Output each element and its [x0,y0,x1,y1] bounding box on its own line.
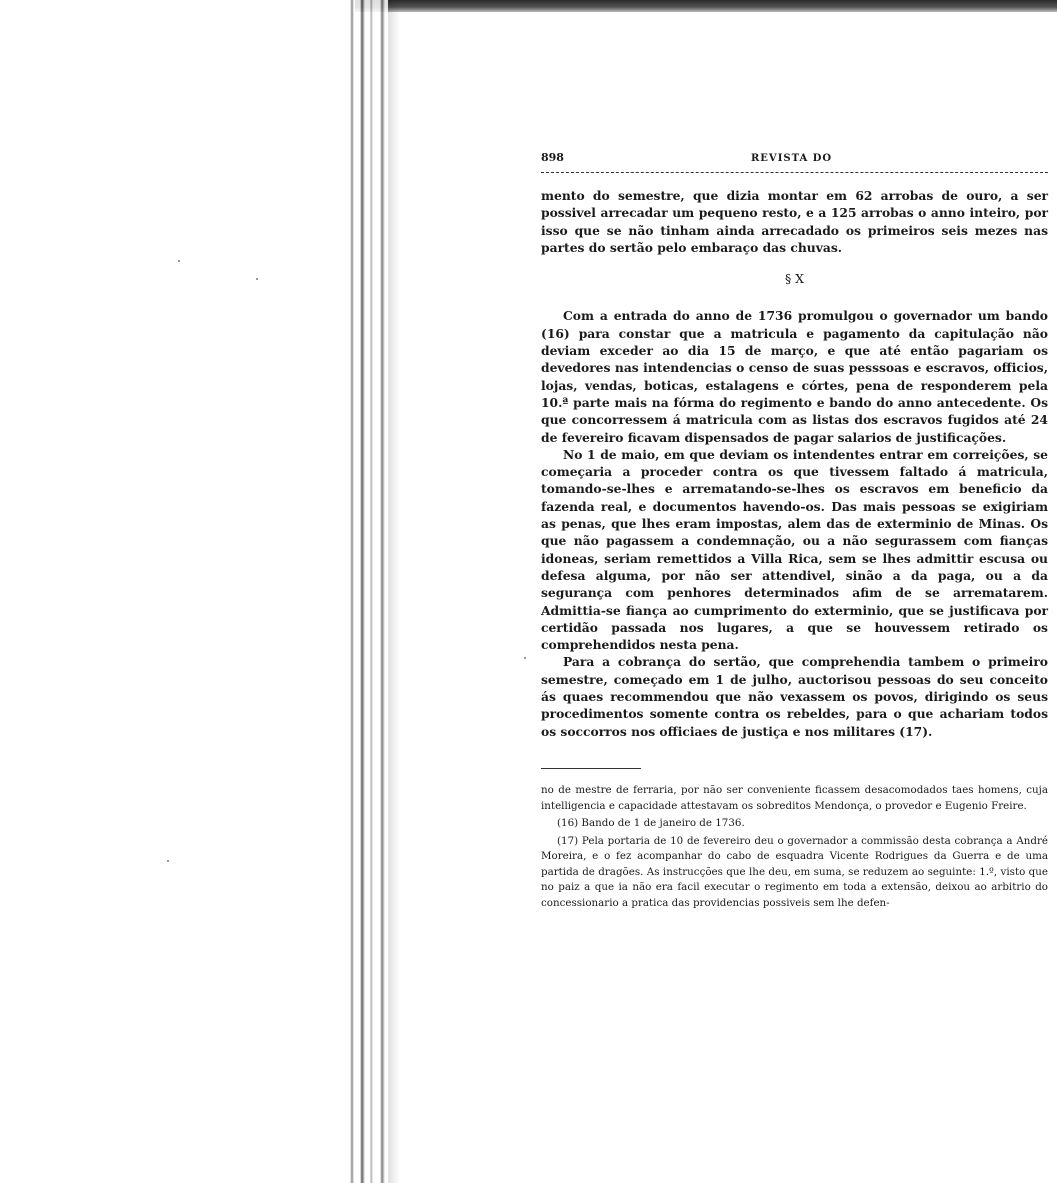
paragraph: No 1 de maio, em que deviam os intendentes entrar em correições, se começaria a proceder contra os que tivessem faltado á matricula, tomando-se-lhes e arrematando-se-lhes os escravos em beneficio da fazenda real, e documentos havendo-os. Das mais pessoas se exigiriam as penas, que lhes eram impostas, alem das de exterminio de Minas. Os que não pagassem a condemnação, ou a não segurassem com fianças idoneas, seriam remettidos a Villa Rica, sem se lhes admittir escusa ou defesa alguma, por não ser attendivel, sinão a da paga, ou a da segurança com penhores determinados afim de se arrematarem. Admittia-se fiança ao cumprimento do exterminio, que se justificava por certidão passada nos lugares, a que se houvessem retirado os comprehendidos nesta pena. [541,446,1048,653]
gutter-shadow [388,0,400,1183]
scan-speck [178,260,180,262]
page-header [541,150,1048,173]
paragraph: Com a entrada do anno de 1736 promulgou o governador um bando (16) para constar que a matricula e pagamento da capitulação não deviam exceder ao dia 15 de março, e que até então pagariam os devedores nas intendencias o censo de suas pesssoas e escravos, officios, lojas, vendas, boticas, estalagens e córtes, pena de responderem pela 10.ª parte mais na fórma do regimento e bando do anno antecedente. Os que concorressem á matricula com as listas dos escravos fugidos até 24 de fevereiro ficavam dispensados de pagar salarios de justificações. [541,308,1048,445]
footnote: (16) Bando de 1 de janeiro de 1736. [557,817,745,830]
section-heading: § X [784,271,805,287]
book-spine [350,0,388,1183]
body-text [541,187,1048,740]
book-page [541,150,1048,914]
page-top-edge [355,0,1057,12]
scan-speck [167,860,169,862]
scan-speck [256,278,258,280]
footnote-divider [541,768,641,769]
scan-speck [524,657,526,659]
footnote-continuation: no de mestre de ferraria, por não ser conveniente ficassem desacomodados taes homens, cuja intelligencia e capacidade attestavam os sobreditos Mendonça, o provedor e Eugenio Freire. [541,783,1048,812]
paragraph: Para a cobrança do sertão, que comprehendia tambem o primeiro semestre, começado em 1 de julho, auctorisou pessoas do seu conceito ás quaes recommendou que não vexassem os povos, dirigindo os seus procedimentos somente contra os rebeldes, para o que achariam todos os soccorros nos officiaes de justiça e nos militares (17). [541,654,1048,739]
page-number: 898 [541,151,564,164]
continuation-paragraph: mento do semestre, que dizia montar em 62 arrobas de ouro, a ser possivel arrecadar um pequeno resto, e a 125 arrobas o anno inteiro, por isso que se não tinham ainda arrecadado os primeiros seis mezes nas partes do sertão pelo embaraço das chuvas. [541,188,1048,255]
footnote: (17) Pela portaria de 10 de fevereiro deu o governador a commissão desta cobrança a André Moreira, e o fez acompanhar do cabo de esquadra Vicente Rodrigues da Guerra e de uma partida de dragões. As instrucções que lhe deu, em suma, se reduzem ao seguinte: 1.º, visto que no paiz a que ia não era facil executar o regimento em toda a extensão, deixou ao arbitrio do concessionario a pratica das providencias possiveis sem lhe defen- [541,834,1048,910]
running-head: REVISTA DO [751,153,833,164]
footnotes [541,783,1048,912]
